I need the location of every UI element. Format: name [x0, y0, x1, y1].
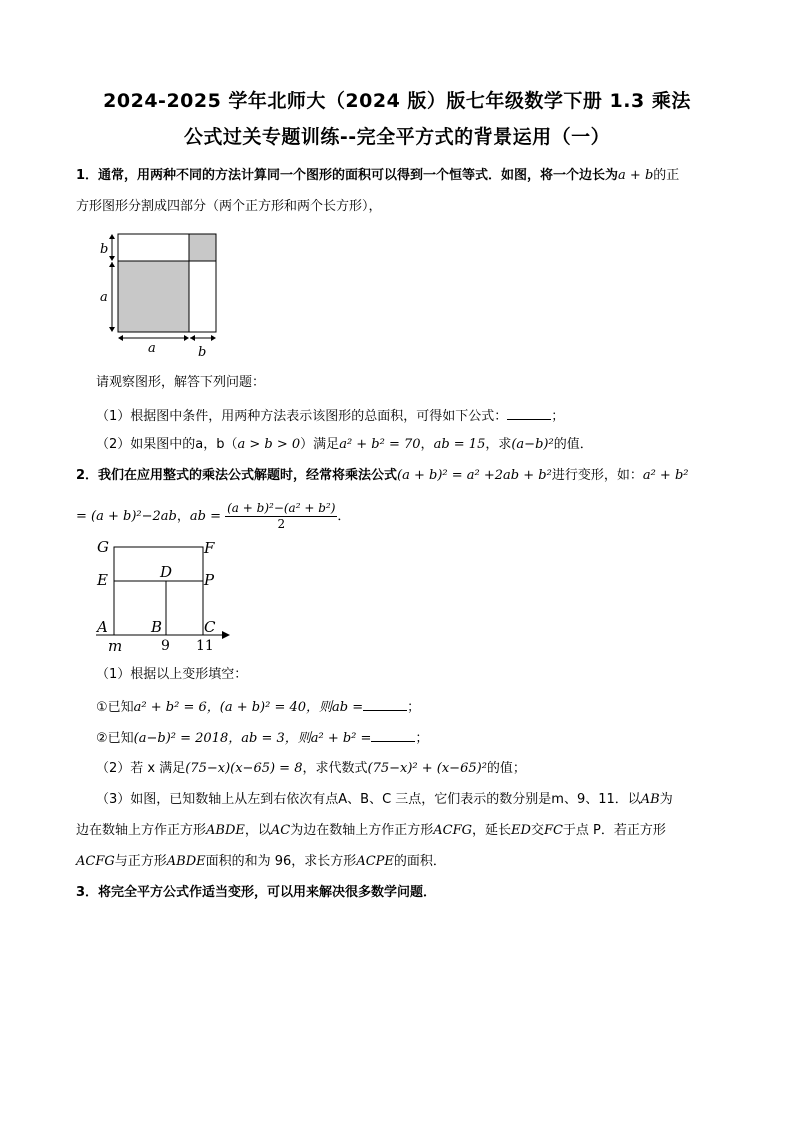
q2-fig-label-f: F [204, 539, 215, 557]
q2-item-1-end: ； [407, 700, 421, 715]
q1-part-1-end: ； [551, 409, 565, 424]
q2-stem-mid: 进行变形，如： [551, 468, 643, 483]
q2-part-3-l2-text-b: ，以 [244, 823, 271, 838]
q2-stem-line-2 [76, 500, 350, 534]
q1-side-length: a + b [618, 168, 654, 183]
q2-part-3-l3-text-b: 面积的和为 96，求长方形 [205, 854, 357, 869]
q2-fig-label-m: m [108, 637, 123, 655]
q2-stem-line-1 [76, 468, 688, 484]
q2-item-1-equation: a² + b² = 6，(a + b)² = 40，则ab = [133, 700, 364, 715]
q2-fraction-denominator: 2 [277, 517, 286, 531]
q2-part-3-text-b: 为 [659, 792, 673, 807]
q2-item-2-text: 已知 [107, 731, 134, 746]
q1-instruction: 请观察图形，解答下列问题： [96, 375, 266, 390]
q2-item-2-equation: (a−b)² = 2018，ab = 3，则a² + b² = [133, 731, 372, 746]
q2-part-2-text-a: （2）若 x 满足 [96, 761, 186, 776]
q2-part-1: （1）根据以上变形填空： [96, 667, 248, 682]
q2-part-3-line-3 [76, 854, 446, 870]
q2-item-1-marker: ① [96, 700, 108, 715]
q2-formula-4: ab = [189, 509, 221, 524]
q2-part-3-text-a: （3）如图，已知数轴上从左到右依次有点A、B、C 三点，它们表示的数分别是m、9、11．以 [96, 792, 641, 807]
q1-part-2-text-e: 的值． [553, 437, 593, 452]
q2-part-3-acfg-2: ACFG [76, 854, 115, 869]
q2-part-3-fc: FC [543, 823, 563, 838]
q1-stem-text: 1．通常，用两种不同的方法计算同一个图形的面积可以得到一个恒等式．如图，将一个边长为 [76, 168, 619, 183]
q2-part-3-acfg: ACFG [433, 823, 472, 838]
q2-item-2-answer-blank[interactable] [371, 729, 415, 742]
q2-fig-label-g: G [97, 538, 109, 556]
q1-part-2-text-d: ，求 [485, 437, 512, 452]
q2-part-3-acpe: ACPE [356, 854, 394, 869]
q2-fig-label-e: E [97, 571, 108, 589]
q1-big-shaded-square [118, 261, 189, 332]
q2-part-2-eq1: (75−x)(x−65) = 8 [185, 761, 303, 776]
q2-item-1-answer-blank[interactable] [363, 698, 407, 711]
q2-part-3-ac: AC [270, 823, 291, 838]
q2-part-3-l2-text-c: 为边在数轴上方作正方形 [290, 823, 434, 838]
q1-part-2-text-a: （2）如果图中的a，b（ [96, 437, 238, 452]
q2-part-1-item-1 [96, 698, 420, 716]
q2-number-line-arrow [222, 631, 230, 639]
q1-fig-label-a-bottom: a [148, 341, 156, 356]
q1-part-1 [96, 407, 564, 425]
doc-title-line-1: 2024-2025 学年北师大（2024 版）版七年级数学下册 1.3 乘法 [103, 90, 691, 112]
q2-fig-label-b: B [151, 618, 163, 636]
q2-fig-label-p: P [204, 571, 215, 589]
q2-part-3-ab: AB [640, 792, 660, 807]
q2-part-3-l3-text-c: 的面积． [393, 854, 446, 869]
q2-part-3-l2-text-a: 边在数轴上方作正方形 [76, 823, 207, 838]
q2-part-3-ed: ED [511, 823, 531, 838]
q2-part-3-l2-text-e: 交 [530, 823, 544, 838]
q2-part-3-line-2 [76, 823, 666, 839]
q1-stem-line-1 [76, 168, 679, 184]
q2-part-3-l2-text-f: 于点 P．若正方形 [562, 823, 666, 838]
q2-part-3-line-1 [96, 792, 673, 808]
q3-stem: 3．将完全平方公式作适当变形，可以用来解决很多数学问题． [76, 885, 437, 900]
q1-fig-label-b-left: b [100, 242, 109, 257]
q1-fig-label-b-bottom: b [198, 345, 207, 360]
q2-item-2-marker: ② [96, 731, 108, 746]
q2-part-2-text-b: ，求代数式 [302, 761, 368, 776]
q2-item-1-text: 已知 [107, 700, 134, 715]
q1-part-2-eq3: (a−b)² [511, 437, 554, 452]
q1-part-2 [96, 437, 593, 453]
doc-title-line-2: 公式过关专题训练--完全平方式的背景运用（一） [183, 126, 611, 148]
q2-part-3-l2-text-d: ，延长 [472, 823, 512, 838]
q2-fig-label-11: 11 [196, 638, 214, 654]
q1-part-2-eq1: a² + b² = 70 [339, 437, 421, 452]
q2-part-3-abde: ABDE [206, 823, 245, 838]
q2-fraction-numerator: (a + b)²−(a² + b²) [227, 501, 336, 515]
q2-part-2-text-c: 的值； [486, 761, 526, 776]
q2-stem-text: 2．我们在应用整式的乘法公式解题时，经常将乘法公式 [76, 468, 398, 483]
q2-item-2-end: ； [415, 731, 429, 746]
q2-stem-end: ． [337, 509, 351, 524]
q2-fig-label-d: D [160, 563, 173, 581]
q1-stem-line-2: 方形图形分割成四部分（两个正方形和两个长方形）， [76, 199, 382, 214]
q2-formula-2: a² + b² [642, 468, 689, 483]
q1-square-figure [94, 228, 224, 360]
q2-part-3-l3-text-a: 与正方形 [114, 854, 167, 869]
q2-part-1-item-2 [96, 729, 428, 747]
q1-part-2-eq2: ab = 15 [433, 437, 486, 452]
q2-number-line-figure [92, 536, 242, 656]
q2-fig-label-9: 9 [161, 638, 170, 654]
q1-fig-label-a-left: a [100, 290, 108, 305]
q1-part-2-text-b: ）满足 [300, 437, 340, 452]
q1-part-1-text: （1）根据图中条件，用两种方法表示该图形的总面积，可得如下公式： [96, 409, 508, 424]
q2-part-2 [96, 761, 526, 777]
q1-small-shaded-square [189, 234, 216, 261]
q1-part-2-condition: a > b > 0 [237, 437, 301, 452]
q2-formula: (a + b)² = a² +2ab + b² [397, 468, 552, 483]
q2-part-2-eq2: (75−x)² + (x−65)² [367, 761, 487, 776]
q1-part-2-text-c: ， [420, 437, 434, 452]
q2-fig-label-c: C [204, 618, 216, 636]
q1-part-1-answer-blank[interactable] [507, 407, 551, 420]
q2-formula-3: = (a + b)²−2ab [76, 509, 177, 524]
q2-stem-comma: ， [176, 509, 190, 524]
q2-fig-label-a: A [97, 618, 108, 636]
q2-part-3-abde-2: ABDE [166, 854, 206, 869]
q2-fraction [225, 501, 337, 532]
q1-stem-end: 的正 [653, 168, 680, 183]
